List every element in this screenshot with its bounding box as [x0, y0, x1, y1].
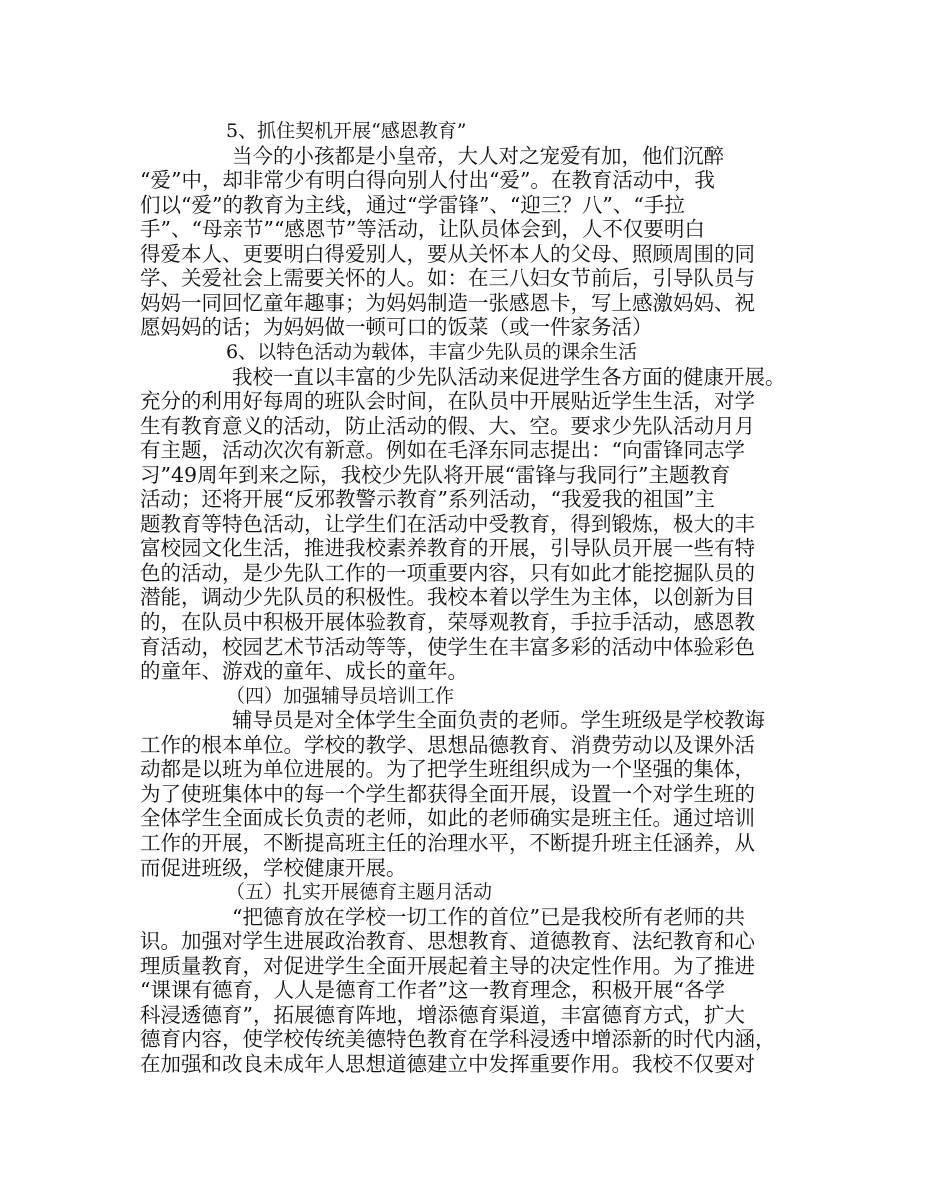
text-line: 识。加强对学生进展政治教育、思想教育、道德教育、法纪教育和心	[140, 929, 755, 954]
text-line: 理质量教育，对促进学生全面开展起着主导的决定性作用。为了推进	[140, 953, 755, 978]
text-line: 活动；还将开展“反邪教警示教育”系列活动，“我爱我的祖国”主	[140, 487, 715, 512]
text-line: 们以“爱”的教育为主线，通过“学雷锋”、“迎三？八”、“手拉	[140, 192, 685, 217]
text-line: 当今的小孩都是小皇帝，大人对之宠爱有加，他们沉醉	[232, 143, 724, 168]
text-line: 辅导员是对全体学生全面负责的老师。学生班级是学校教诲	[232, 708, 765, 733]
text-line: 全体学生全面成长负责的老师，如此的老师确实是班主任。通过培训	[140, 806, 755, 831]
text-line: 愿妈妈的话；为妈妈做一顿可口的饭菜（或一件家务活）	[140, 315, 653, 340]
text-line: 色的活动，是少先队工作的一项重要内容，只有如此才能挖掘队员的	[140, 560, 755, 585]
section-heading: （五）扎实开展德育主题月活动	[226, 881, 493, 904]
text-line: 德育内容，使学校传统美德特色教育在学科浸透中增添新的时代内涵，	[140, 1027, 776, 1052]
text-line: 习”49周年到来之际，我校少先队将开展“雷锋与我同行”主题教育	[140, 462, 731, 487]
text-line: 题教育等特色活动，让学生们在活动中受教育，得到锻炼，极大的丰	[140, 511, 755, 536]
text-line: 得爱本人、更要明白得爱别人，要从关怀本人的父母、照顾周围的同	[140, 241, 755, 266]
text-line: 在加强和改良未成年人思想道德建立中发挥重要作用。我校不仅要对	[140, 1051, 755, 1076]
text-line: 科浸透德育”，拓展德育阵地，增添德育渠道，丰富德育方式，扩大	[140, 1002, 745, 1027]
text-line: 潜能，调动少先队员的积极性。我校本着以学生为主体，以创新为目	[140, 585, 755, 610]
text-line: 充分的利用好每周的班队会时间，在队员中开展贴近学生生活，对学	[140, 389, 755, 414]
text-line: 有主题，活动次次有新意。例如在毛泽东同志提出：“向雷锋同志学	[140, 438, 745, 463]
text-line: 工作的根本单位。学校的教学、思想品德教育、消费劳动以及课外活	[140, 732, 755, 757]
text-line: 的，在队员中积极开展体验教育，荣辱观教育，手拉手活动，感恩教	[140, 610, 755, 634]
text-line: 生有教育意义的活动，防止活动的假、大、空。要求少先队活动月月	[140, 413, 755, 438]
section-heading: （四）加强辅导员培训工作	[226, 684, 455, 707]
text-line: 育活动，校园艺术节活动等等，使学生在丰富多彩的活动中体验彩色	[140, 634, 755, 659]
text-line: 学、关爱社会上需要关怀的人。如：在三八妇女节前后，引导队员与	[140, 266, 755, 291]
section-heading: 6、以特色活动为载体，丰富少先队员的课余生活	[226, 340, 638, 363]
text-line: 为了使班集体中的每一个学生都获得全面开展，设置一个对学生班的	[140, 781, 755, 806]
section-heading: 5、抓住契机开展“感恩教育”	[226, 120, 467, 142]
text-line: 我校一直以丰富的少先队活动来促进学生各方面的健康开展。	[232, 364, 786, 389]
text-line: 动都是以班为单位进展的。为了把学生班组织成为一个坚强的集体，	[140, 757, 755, 782]
text-line: 工作的开展，不断提高班主任的治理水平，不断提升班主任涵养，从	[140, 830, 755, 855]
text-line: “把德育放在学校一切工作的首位”已是我校所有老师的共	[232, 904, 745, 929]
text-line: “课课有德育，人人是德育工作者”这一教育理念，积极开展“各学	[140, 978, 725, 1003]
text-line: 而促进班级，学校健康开展。	[140, 855, 407, 880]
text-line: 的童年、游戏的童年、成长的童年。	[140, 659, 468, 684]
text-line: “爱”中，却非常少有明白得向别人付出“爱”。在教育活动中，我	[140, 168, 715, 193]
text-line: 富校园文化生活，推进我校素养教育的开展，引导队员开展一些有特	[140, 536, 755, 561]
text-line: 手”、“母亲节”“感恩节”等活动，让队员体会到，人不仅要明白	[140, 217, 705, 242]
text-line: 妈妈一同回忆童年趣事；为妈妈制造一张感恩卡，写上感激妈妈、祝	[140, 290, 755, 315]
